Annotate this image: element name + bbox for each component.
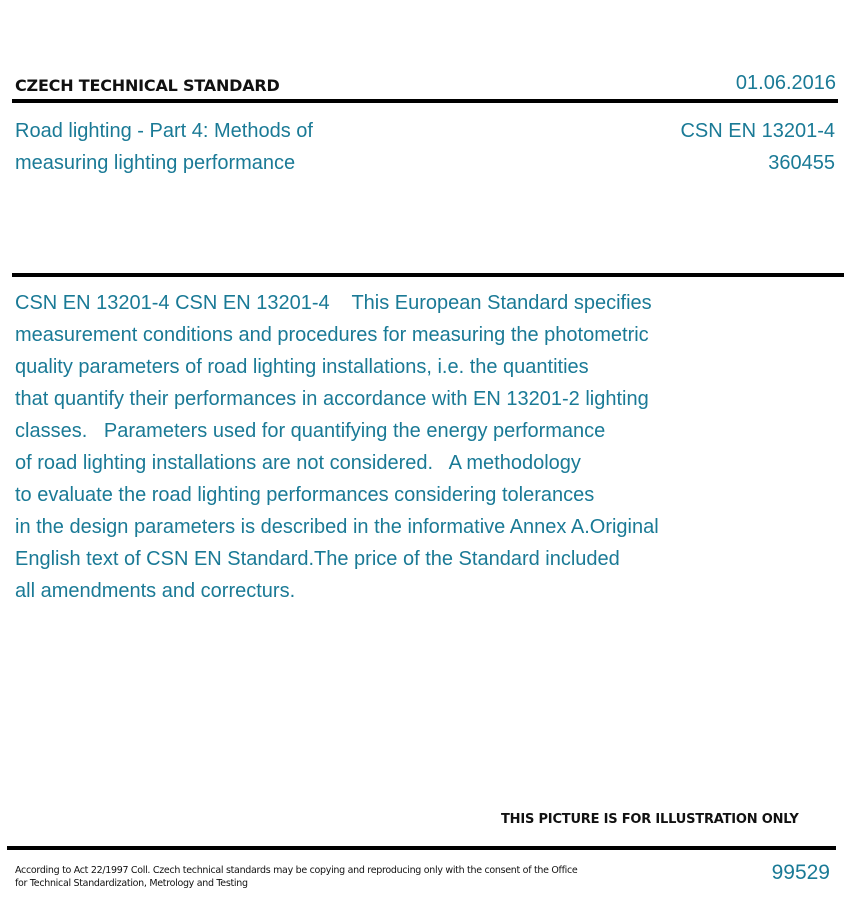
description-line: all amendments and correcturs. [15,580,296,602]
publication-date: 01.06.2016 [735,72,836,94]
description-line: CSN EN 13201-4 CSN EN 13201-4 This European Standard specifies [15,292,652,314]
copyright-notice [15,864,615,890]
standard-code: CSN EN 13201-4 [680,120,835,142]
standard-title [15,115,435,179]
copyright-notice-line-1: According to Act 22/1997 Coll. Czech technical standards may be copying and reproducing only with the consent of the Office [15,865,578,876]
catalog-number: 360455 [768,152,835,174]
document-id: 99529 [771,861,830,884]
description-line: English text of CSN EN Standard.The price of the Standard included [15,548,620,570]
standard-title-line-2: measuring lighting performance [15,152,296,174]
footer-divider [7,846,836,850]
description-line: of road lighting installations are not considered. A methodology [15,452,581,474]
standard-description [15,287,735,607]
document-type-label: CZECH TECHNICAL STANDARD [15,76,280,95]
description-line: that quantify their performances in accordance with EN 13201-2 lighting [15,388,649,410]
description-line: to evaluate the road lighting performances considering tolerances [15,484,595,506]
illustration-notice: THIS PICTURE IS FOR ILLUSTRATION ONLY [501,812,799,827]
description-line: classes. Parameters used for quantifying the energy performance [15,420,606,442]
standard-identifiers [535,115,835,179]
title-divider [12,273,844,277]
description-line: measurement conditions and procedures for measuring the photometric [15,324,649,346]
standard-title-line-1: Road lighting - Part 4: Methods of [15,120,313,142]
description-line: quality parameters of road lighting installations, i.e. the quantities [15,356,589,378]
description-line: in the design parameters is described in the informative Annex A.Original [15,516,659,538]
header-divider [12,99,838,103]
copyright-notice-line-2: for Technical Standardization, Metrology and Testing [15,878,248,889]
